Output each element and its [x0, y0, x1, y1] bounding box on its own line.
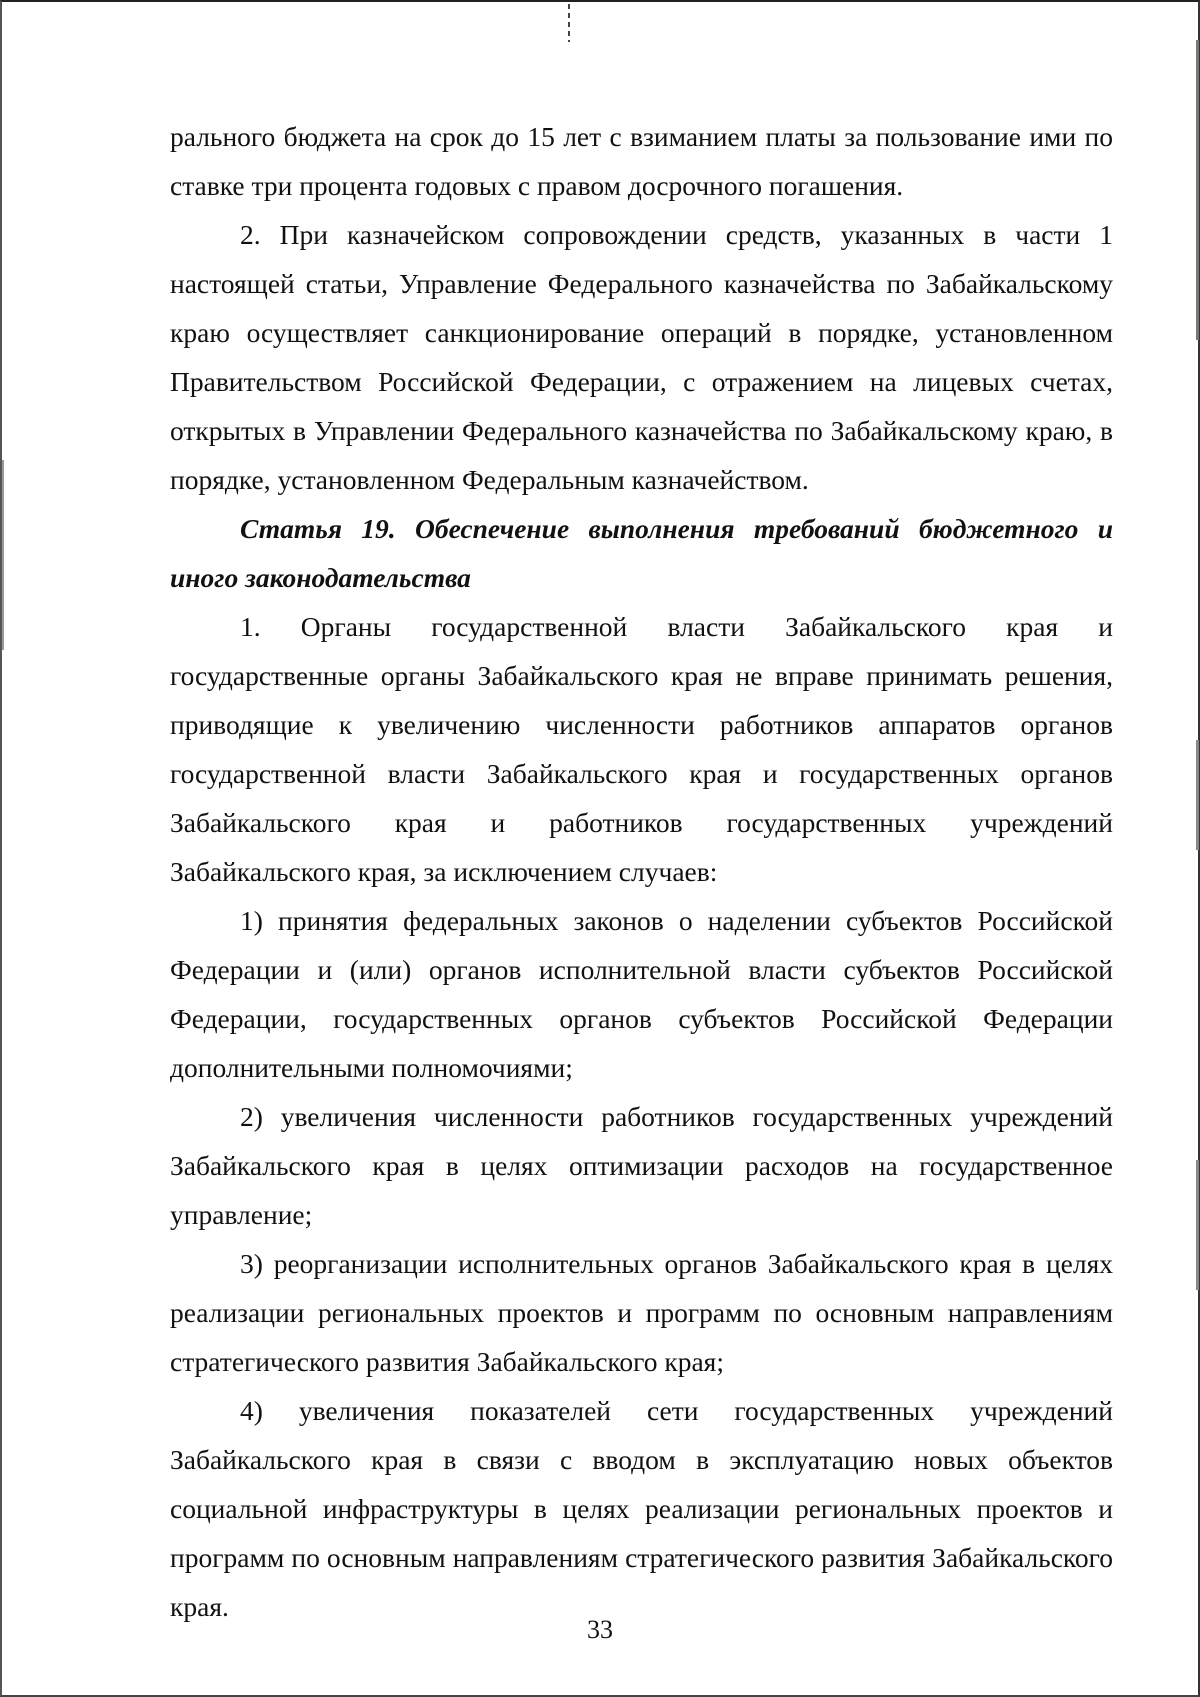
paragraph-part-1: 1. Органы государственной власти Забайкальского края и государственные органы Забайкальского края не вправе принимать решения, приводящие к увеличению численности работников аппаратов органов государственной власти Забайкальского края и государственных органов Забайкальского края и работников государственных учреждений Забайкальского края, за исключением случаев:: [170, 611, 1113, 887]
paragraph-continuation: рального бюджета на срок до 15 лет с взиманием платы за пользование ими по ставке три процента годовых с правом досрочного погашения.: [170, 121, 1113, 201]
list-item-3: 3) реорганизации исполнительных органов Забайкальского края в целях реализации региональных проектов и программ по основным направлениям стратегического развития Забайкальского края;: [170, 1248, 1113, 1377]
scan-edge-mark: [1196, 740, 1199, 850]
list-item-4: 4) увеличения показателей сети государственных учреждений Забайкальского края в связи с вводом в эксплуатацию новых объектов социальной инфраструктуры в целях реализации региональных проектов и программ по основным направлениям стратегического развития Забайкальского края.: [170, 1395, 1113, 1622]
scan-edge-mark: [568, 4, 570, 42]
scan-edge-mark: [2, 460, 4, 650]
list-item-1: 1) принятия федеральных законов о наделении субъектов Российской Федерации и (или) органов исполнительной власти субъектов Российской Федерации, государственных органов субъектов Российской Федерации дополнительными полномочиями;: [170, 905, 1113, 1083]
scan-edge-mark: [1196, 1160, 1199, 1290]
paragraph-part-2: 2. При казначейском сопровождении средств, указанных в части 1 настоящей статьи, Управление Федерального казначейства по Забайкальскому краю осуществляет санкционирование операций в порядке, установленном Правительством Российской Федерации, с отражением на лицевых счетах, открытых в Управлении Федерального казначейства по Забайкальскому краю, в порядке, установленном Федеральным казначейством.: [170, 219, 1113, 495]
page-number: 33: [587, 1615, 613, 1644]
article-heading: Статья 19. Обеспечение выполнения требований бюджетного и иного законодательства: [170, 513, 1113, 593]
list-item-2: 2) увеличения численности работников государственных учреждений Забайкальского края в целях оптимизации расходов на государственное управление;: [170, 1101, 1113, 1230]
document-page: [170, 112, 1113, 1631]
scan-edge-mark: [1196, 40, 1199, 340]
